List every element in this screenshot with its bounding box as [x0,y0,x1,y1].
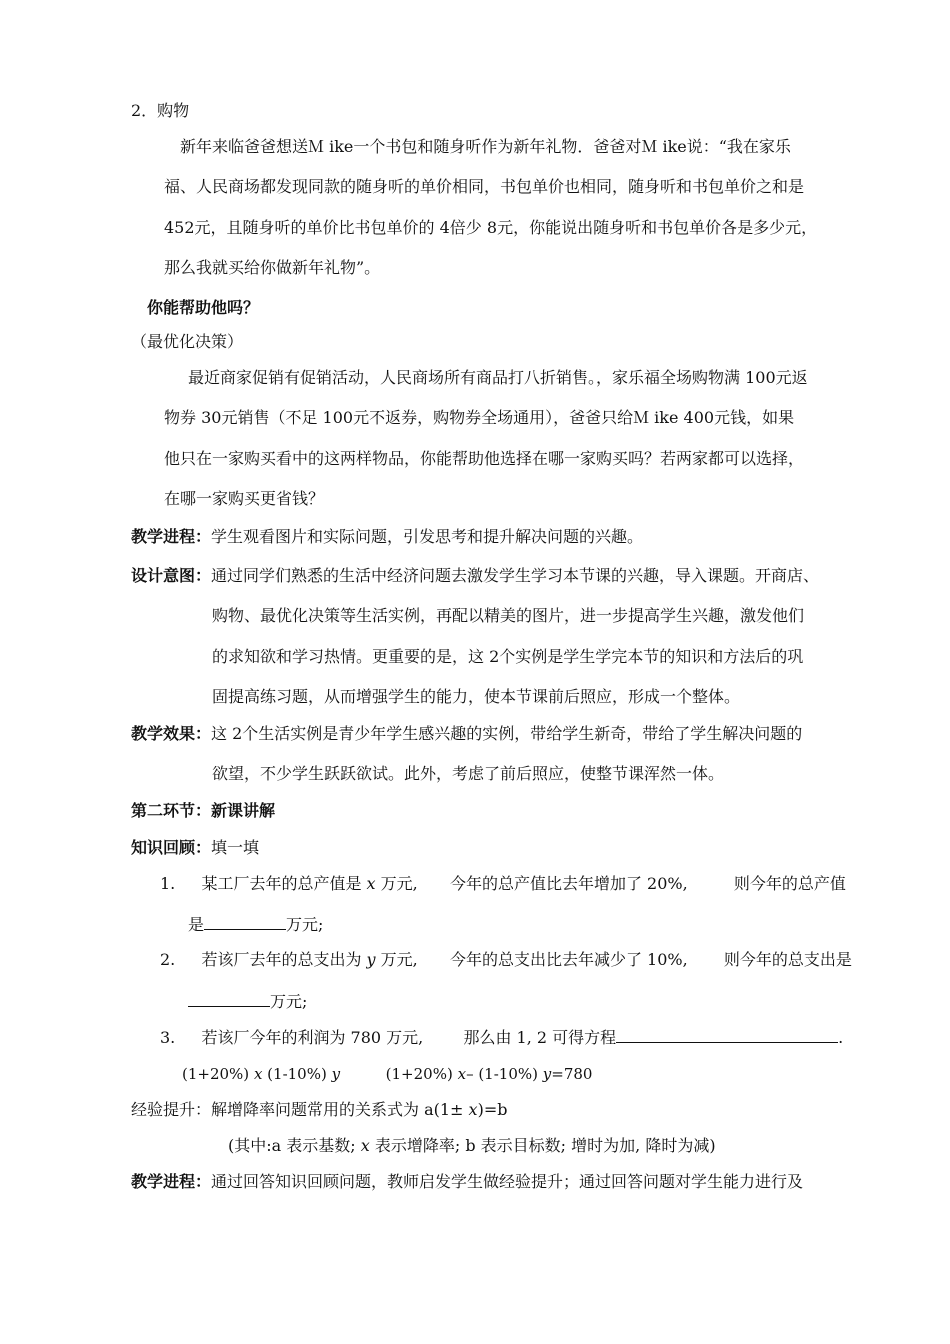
list-item-2: 2. 若该厂去年的总支出为 y 万元, 今年的总支出比去年减少了 10%, 则今年的总支出是 [160,950,852,969]
paragraph-line: 在哪一家购买更省钱？ [164,489,325,508]
paragraph-line: 新年来临爸爸想送Ｍ ike一个书包和随身听作为新年礼物．爸爸对Ｍ ike说：“我在家乐 [180,137,791,156]
answer-blank[interactable] [204,915,286,930]
paragraph-line: 那么我就买给你做新年礼物”。 [164,258,381,277]
section-heading-shopping: 2．购物 [131,101,190,120]
paragraph-line: 最近商家促销有促销活动，人民商场所有商品打八折销售。，家乐福全场购物满 100元返 [188,368,808,387]
paragraph-line: 固提高练习题，从而增强学生的能力，使本节课前后照应，形成一个整体。 [212,687,741,706]
teaching-progress-2 [131,1172,803,1192]
paragraph-line: 欲望，不少学生跃跃欲试。此外，考虑了前后照应，使整节课浑然一体。 [212,764,725,783]
paragraph-line: 的求知欲和学习热情。更重要的是，这 2个实例是学生学完本节的知识和方法后的巩 [212,647,804,666]
text: 通过同学们熟悉的生活中经济问题去激发学生学习本节课的兴趣，导入课题。开商店、 [211,566,820,585]
item-number: 3. [160,1028,176,1047]
knowledge-review [131,838,259,858]
paragraph-line: 购物、最优化决策等生活实例，再配以精美的图片，进一步提高学生兴趣，激发他们 [212,606,805,625]
label: 知识回顾： [131,838,212,857]
label: 教学效果： [131,724,212,743]
text: 填一填 [211,838,260,857]
experience-improvement: 经验提升：解增降率问题常用的关系式为 a(1± x)=b [131,1100,508,1119]
design-intent [131,566,819,586]
answer-blank[interactable] [616,1028,838,1043]
experience-note: (其中:a 表示基数; x 表示增降率; b 表示目标数; 增时为加, 降时为减) [228,1136,716,1155]
paragraph-line: 福、人民商场都发现同款的随身听的单价相同，书包单价也相同，随身听和书包单价之和是 [164,177,805,196]
list-item-1: 1. 某工厂去年的总产值是 x 万元, 今年的总产值比去年增加了 20%, 则今年的总产值 [160,874,846,893]
list-item-3: 3. 若该厂今年的利润为 780 万元, 那么由 1, 2 可得方程 . [160,1028,844,1047]
teaching-effect [131,724,802,744]
item-number: 1. [160,874,176,893]
answers-line: (1+20%) x (1-10%) y (1+20%) x– (1-10%) y=780 [182,1065,593,1083]
section-heading-new-lesson: 第二环节：新课讲解 [131,801,276,820]
paragraph-line: 他只在一家购买看中的这两样物品，你能帮助他选择在哪一家购买吗？若两家都可以选择， [164,449,805,468]
paragraph-line: 452元，且随身听的单价比书包单价的 4倍少 8元，你能说出随身听和书包单价各是多少元， [164,218,818,237]
answer-blank[interactable] [188,992,270,1007]
list-item-1-cont: 是 万元; [188,915,324,934]
label: 教学进程： [131,1172,212,1191]
paragraph-line: 物券 30元销售（不足 100元不返券，购物券全场通用），爸爸只给Ｍ ike 400元钱，如果 [164,408,795,427]
list-item-2-cont: 万元; [188,992,307,1012]
item-number: 2. [160,950,176,969]
text: 通过回答知识回顾问题，教师启发学生做经验提升；通过回答问题对学生能力进行及 [211,1172,804,1191]
subheading-optimal-decision: （最优化决策） [131,332,244,351]
label: 设计意图： [131,566,212,585]
text: 这 2个生活实例是青少年学生感兴趣的实例，带给学生新奇，带给了学生解决问题的 [211,724,803,743]
question-help: 你能帮助他吗？ [147,298,260,317]
text: 学生观看图片和实际问题，引发思考和提升解决问题的兴趣。 [211,527,644,546]
label: 教学进程： [131,527,212,546]
teaching-progress-1 [131,527,643,547]
